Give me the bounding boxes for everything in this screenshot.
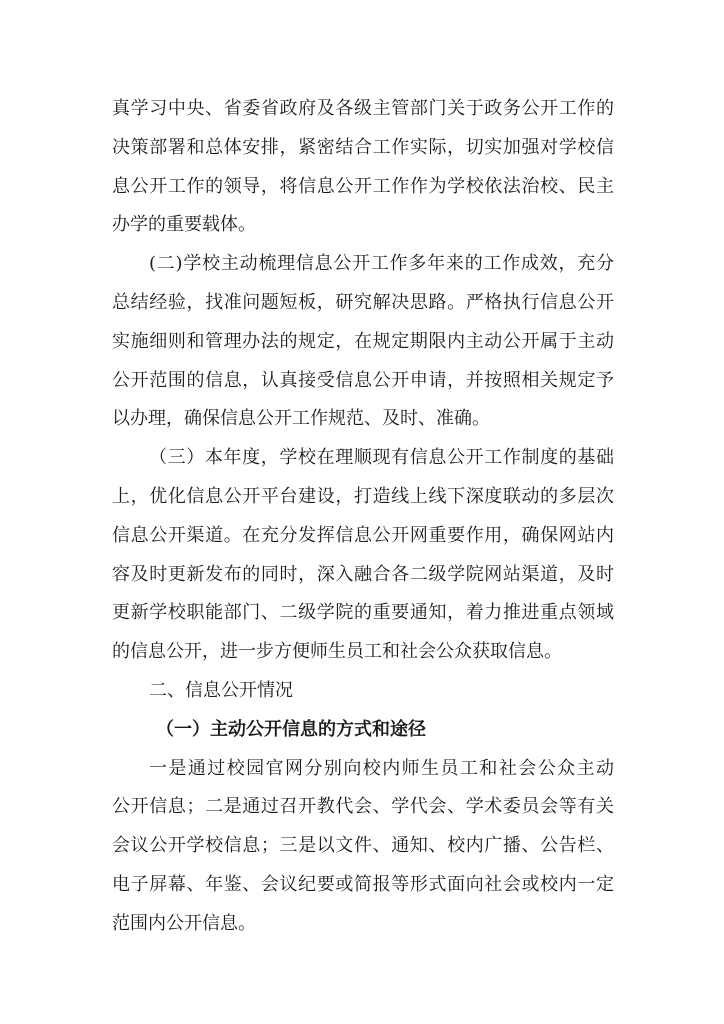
text-line: 的信息公开，进一步方便师生员工和社会公众获取信息。: [112, 641, 562, 663]
text-line: 电子屏幕、年鉴、会议纪要或简报等形式面向社会或校内一定: [112, 873, 614, 895]
paragraph-section-3: [112, 439, 614, 672]
text-line: 会议公开学校信息；三是以文件、通知、校内广播、公告栏、: [112, 835, 614, 857]
text-line: 更新学校职能部门、二级学院的重要通知，着力推进重点领域: [112, 602, 614, 624]
paragraph-section-2: [112, 245, 614, 439]
text-line: 真学习中央、省委省政府及各级主管部门关于政务公开工作的: [112, 98, 614, 119]
text-line: 实施细则和管理办法的规定，在规定期限内主动公开属于主动: [112, 330, 614, 352]
text-line: 息公开工作的领导，将信息公开工作作为学校依法治校、民主: [112, 175, 614, 197]
text-line: 决策部署和总体安排，紧密结合工作实际，切实加强对学校信: [112, 136, 614, 158]
text-line: 公开范围的信息，认真接受信息公开申请，并按照相关规定予: [112, 369, 614, 391]
text-line: 容及时更新发布的同时，深入融合各二级学院网站渠道，及时: [112, 563, 614, 585]
paragraph-continuation: [112, 90, 614, 245]
subsection-heading: （一）主动公开信息的方式和途径: [156, 718, 426, 740]
text-line: 办学的重要载体。: [112, 214, 256, 236]
text-line: 上，优化信息公开平台建设，打造线上线下深度联动的多层次: [112, 485, 614, 507]
text-line: 公开信息；二是通过召开教代会、学代会、学术委员会等有关: [112, 796, 614, 818]
text-line: 以办理，确保信息公开工作规范、及时、准确。: [112, 408, 490, 430]
text-line: 总结经验，找准问题短板，研究解决思路。严格执行信息公开: [112, 291, 614, 313]
text-line: 信息公开渠道。在充分发挥信息公开网重要作用，确保网站内: [112, 524, 614, 546]
text-line: (二)学校主动梳理信息公开工作多年来的工作成效，充分: [149, 253, 614, 275]
text-line: 一是通过校园官网分别向校内师生员工和社会公众主动: [149, 757, 614, 779]
paragraph-disclosure-methods: [112, 750, 614, 944]
document-body: [112, 90, 614, 944]
section-heading: 二、信息公开情况: [149, 679, 293, 701]
text-line: 范围内公开信息。: [112, 912, 256, 934]
text-line: （三）本年度，学校在理顺现有信息公开工作制度的基础: [149, 447, 614, 469]
